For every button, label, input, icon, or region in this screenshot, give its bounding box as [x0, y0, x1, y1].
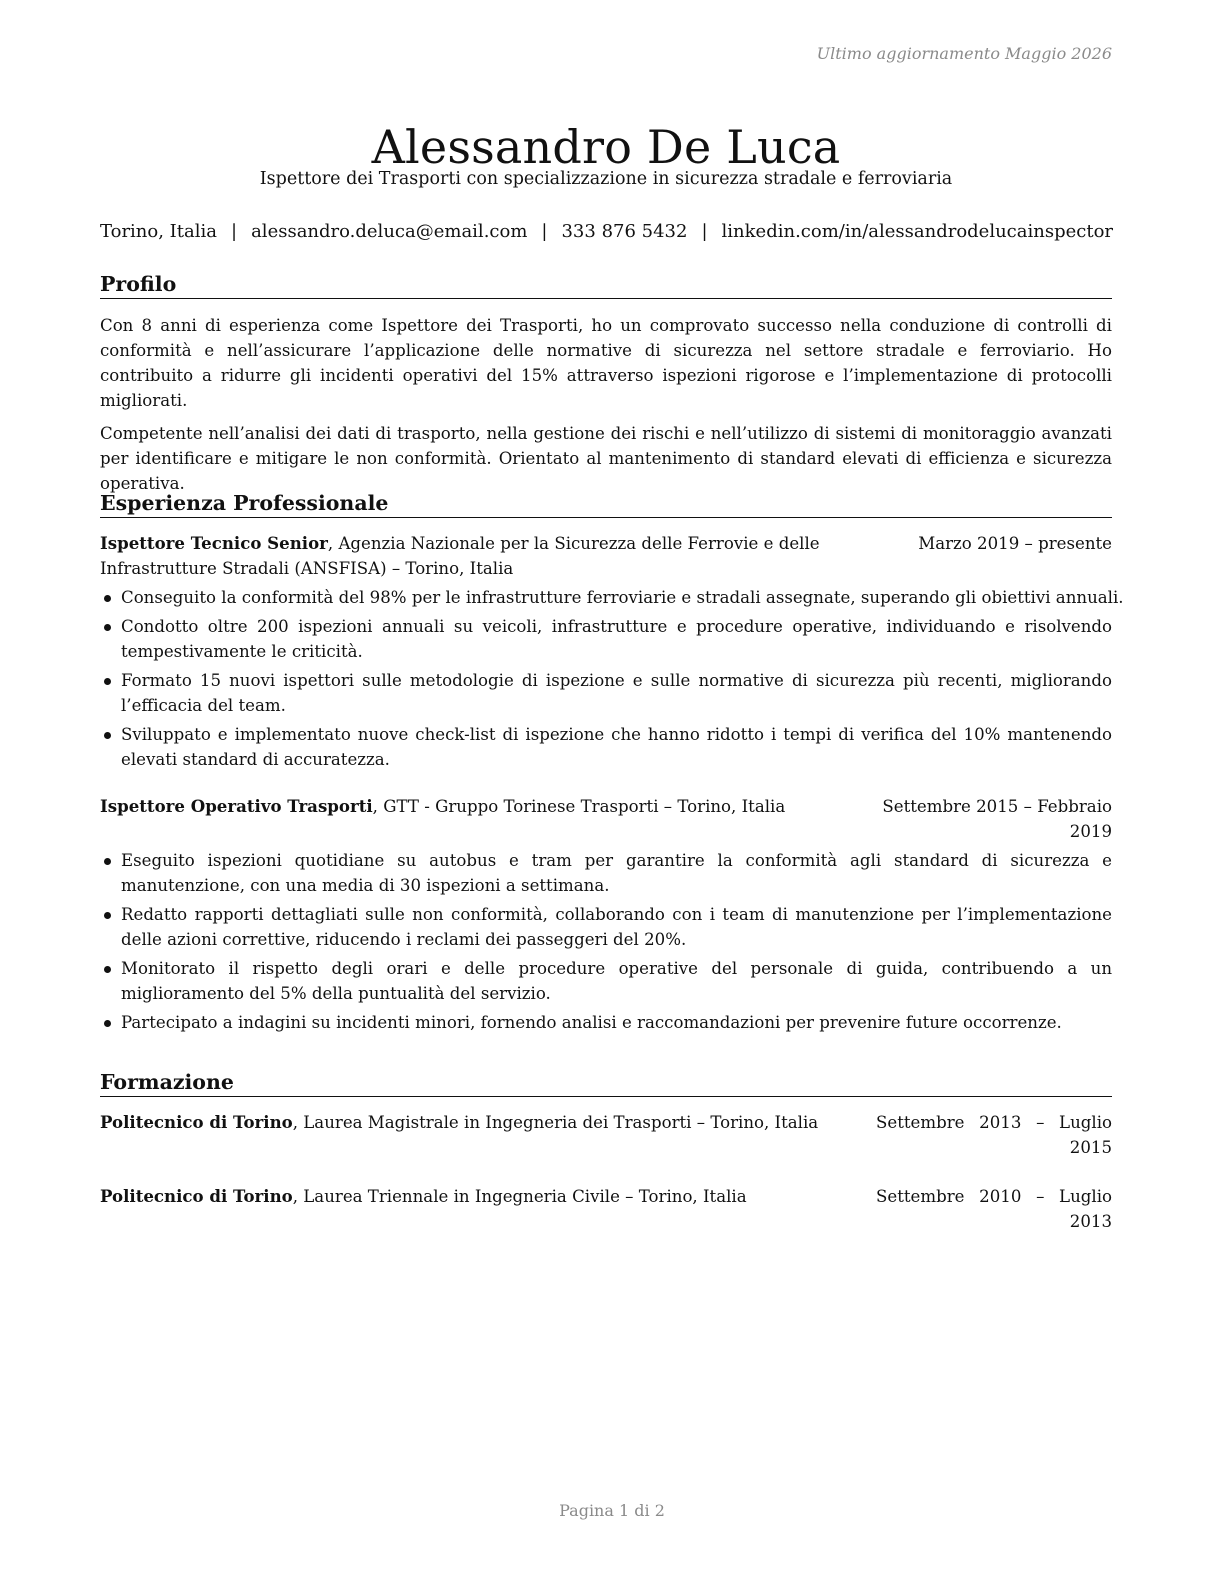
- list-item: Eseguito ispezioni quotidiane su autobus e tram per garantire la conformità agli standard di sicurezza e manutenzione, con una media di 30 ispezioni a settimana.: [100, 848, 1112, 898]
- last-updated-note: Ultimo aggiornamento Maggio 2026: [816, 44, 1112, 63]
- job-organization: , Agenzia Nazionale per la Sicurezza delle Ferrovie e delle Infrastrutture Stradali (ANSFISA) – Torino, Italia: [100, 534, 820, 578]
- education-degree: , Laurea Triennale in Ingegneria Civile – Torino, Italia: [292, 1187, 747, 1206]
- list-item: Monitorato il rispetto degli orari e delle procedure operative del personale di guida, contribuendo a un miglioramento del 5% della puntualità del servizio.: [100, 956, 1112, 1006]
- education-dates: Settembre 2010 – Luglio 2013: [876, 1187, 1112, 1231]
- contact-line: [100, 218, 1112, 246]
- experience-section: [100, 489, 1124, 1035]
- contact-separator: |: [541, 221, 548, 242]
- job-achievements: [100, 848, 1112, 1035]
- contact-email[interactable]: alessandro.deluca@email.com: [251, 221, 528, 242]
- list-item: Formato 15 nuovi ispettori sulle metodologie di ispezione e sulle normative di sicurezza più recenti, migliorando l’efficacia del team.: [100, 668, 1112, 718]
- profile-section: [100, 270, 1112, 496]
- list-item: Sviluppato e implementato nuove check-list di ispezione che hanno ridotto i tempi di verifica del 10% mantenendo elevati standard di accuratezza.: [100, 722, 1112, 772]
- job-entry: [100, 794, 1112, 1035]
- profile-paragraph: Con 8 anni di esperienza come Ispettore dei Trasporti, ho un comprovato successo nella conduzione di controlli di conformità e nell’assicurare l’applicazione delle normative di sicurezza nel settore stradale e ferroviario. Ho contribuito a ridurre gli incidenti operativi del 15% attraverso ispezioni rigorose e l’implementazione di protocolli migliorati.: [100, 316, 1112, 410]
- education-section: [100, 1068, 1112, 1234]
- section-title-profile: Profilo: [100, 270, 1112, 299]
- education-entry: [100, 1110, 1112, 1160]
- list-item: Conseguito la conformità del 98% per le infrastrutture ferroviarie e stradali assegnate, superando gli obiettivi annuali.: [100, 585, 1112, 610]
- education-dates: Settembre 2013 – Luglio 2015: [876, 1113, 1112, 1157]
- contact-phone[interactable]: 333 876 5432: [561, 221, 688, 242]
- education-school: Politecnico di Torino: [100, 1186, 293, 1206]
- education-entry: [100, 1184, 1112, 1234]
- contact-separator: |: [701, 221, 708, 242]
- contact-location: Torino, Italia: [100, 221, 217, 242]
- job-title-line: [100, 794, 876, 819]
- job-entry: [100, 531, 1124, 772]
- list-item: Condotto oltre 200 ispezioni annuali su veicoli, infrastrutture e procedure operative, individuando e risolvendo tempestivamente le criticità.: [100, 614, 1112, 664]
- education-degree: , Laurea Magistrale in Ingegneria dei Trasporti – Torino, Italia: [292, 1113, 819, 1132]
- contact-separator: |: [231, 221, 238, 242]
- education-title-line: [100, 1184, 876, 1209]
- job-title-line: [100, 531, 918, 581]
- profile-paragraph: Competente nell’analisi dei dati di trasporto, nella gestione dei rischi e nell’utilizzo di sistemi di monitoraggio avanzati per identificare e mitigare le non conformità. Orientato al mantenimento di standard elevati di efficienza e sicurezza operativa.: [100, 424, 1112, 493]
- candidate-name: Alessandro De Luca: [371, 119, 841, 174]
- contact-linkedin[interactable]: linkedin.com/in/alessandrodelucainspector: [721, 221, 1114, 242]
- candidate-headline: Ispettore dei Trasporti con specializzazione in sicurezza stradale e ferroviaria: [259, 169, 953, 189]
- section-title-experience: Esperienza Professionale: [100, 489, 1112, 518]
- job-role: Ispettore Tecnico Senior: [100, 533, 328, 553]
- job-achievements: [100, 585, 1124, 772]
- job-dates: Marzo 2019 – presente: [918, 534, 1112, 553]
- education-school: Politecnico di Torino: [100, 1112, 293, 1132]
- job-header: [100, 531, 1112, 581]
- job-header: [100, 794, 1112, 844]
- job-role: Ispettore Operativo Trasporti: [100, 796, 373, 816]
- job-organization: , GTT - Gruppo Torinese Trasporti – Torino, Italia: [372, 797, 786, 816]
- list-item: Partecipato a indagini su incidenti minori, fornendo analisi e raccomandazioni per prevenire future occorrenze.: [100, 1010, 1112, 1035]
- job-dates: Settembre 2015 – Febbraio 2019: [882, 797, 1112, 841]
- section-title-education: Formazione: [100, 1068, 1112, 1097]
- page-number: Pagina 1 di 2: [559, 1501, 665, 1520]
- list-item: Redatto rapporti dettagliati sulle non conformità, collaborando con i team di manutenzione per l’implementazione delle azioni correttive, riducendo i reclami dei passeggeri del 20%.: [100, 902, 1112, 952]
- education-title-line: [100, 1110, 876, 1135]
